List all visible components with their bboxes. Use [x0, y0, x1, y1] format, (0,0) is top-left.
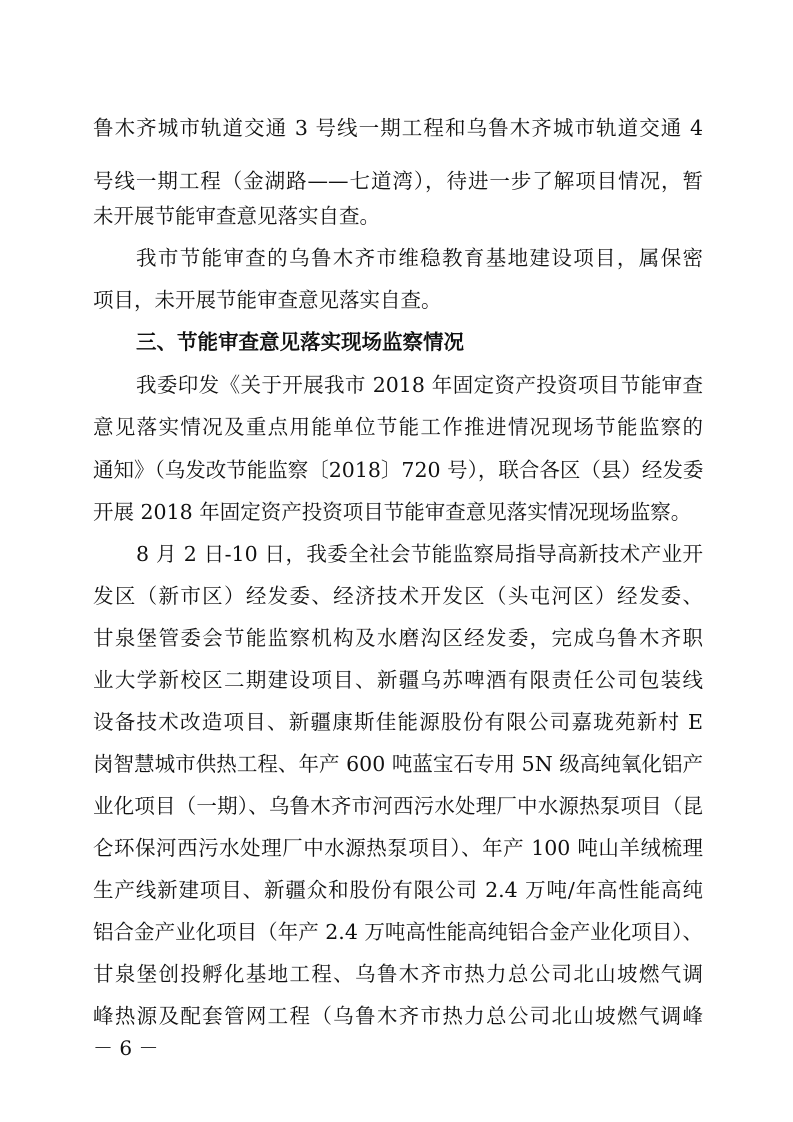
- text-line: 甘泉堡管委会节能监察机构及水磨沟区经发委，完成乌鲁木齐职: [93, 626, 703, 650]
- text-line: 生产线新建项目、新疆众和股份有限公司 2.4 万吨/年高性能高纯: [93, 878, 703, 902]
- section-heading: 三、节能审查意见落实现场监察情况: [136, 330, 464, 354]
- text-line: 铝合金产业化项目（年产 2.4 万吨高性能高纯铝合金产业化项目）、: [93, 920, 703, 944]
- text-line: 鲁木齐城市轨道交通 3 号线一期工程和乌鲁木齐城市轨道交通 4: [93, 116, 703, 140]
- page-number: － 6 －: [93, 1036, 159, 1060]
- text-line: 设备技术改造项目、新疆康斯佳能源股份有限公司嘉珑苑新村 E: [93, 710, 703, 734]
- text-line: 岗智慧城市供热工程、年产 600 吨蓝宝石专用 5N 级高纯氧化铝产: [93, 752, 703, 776]
- text-line: 号线一期工程（金湖路——七道湾），待进一步了解项目情况，暂: [93, 169, 703, 193]
- text-line: 我市节能审查的乌鲁木齐市维稳教育基地建设项目，属保密: [136, 246, 703, 270]
- text-line: 我委印发《关于开展我市 2018 年固定资产投资项目节能审查: [136, 373, 703, 397]
- text-line: 未开展节能审查意见落实自查。: [93, 204, 380, 228]
- text-line: 意见落实情况及重点用能单位节能工作推进情况现场节能监察的: [93, 415, 703, 439]
- text-line: 峰热源及配套管网工程（乌鲁木齐市热力总公司北山坡燃气调峰: [93, 1004, 703, 1028]
- text-line: 通知》（乌发改节能监察〔2018〕720 号），联合各区（县）经发委: [93, 458, 704, 482]
- text-line: 业大学新校区二期建设项目、新疆乌苏啤酒有限责任公司包装线: [93, 668, 703, 692]
- text-line: 开展 2018 年固定资产投资项目节能审查意见落实情况现场监察。: [93, 500, 692, 524]
- text-line: 仑环保河西污水处理厂中水源热泵项目）、年产 100 吨山羊绒梳理: [93, 836, 703, 860]
- text-line: 项目，未开展节能审查意见落实自查。: [93, 288, 442, 312]
- text-line: 甘泉堡创投孵化基地工程、乌鲁木齐市热力总公司北山坡燃气调: [93, 962, 703, 986]
- text-line: 业化项目（一期）、乌鲁木齐市河西污水处理厂中水源热泵项目（昆: [93, 794, 703, 818]
- text-line: 8 月 2 日-10 日，我委全社会节能监察局指导高新技术产业开: [136, 542, 703, 566]
- text-line: 发区（新市区）经发委、经济技术开发区（头屯河区）经发委、: [93, 584, 703, 608]
